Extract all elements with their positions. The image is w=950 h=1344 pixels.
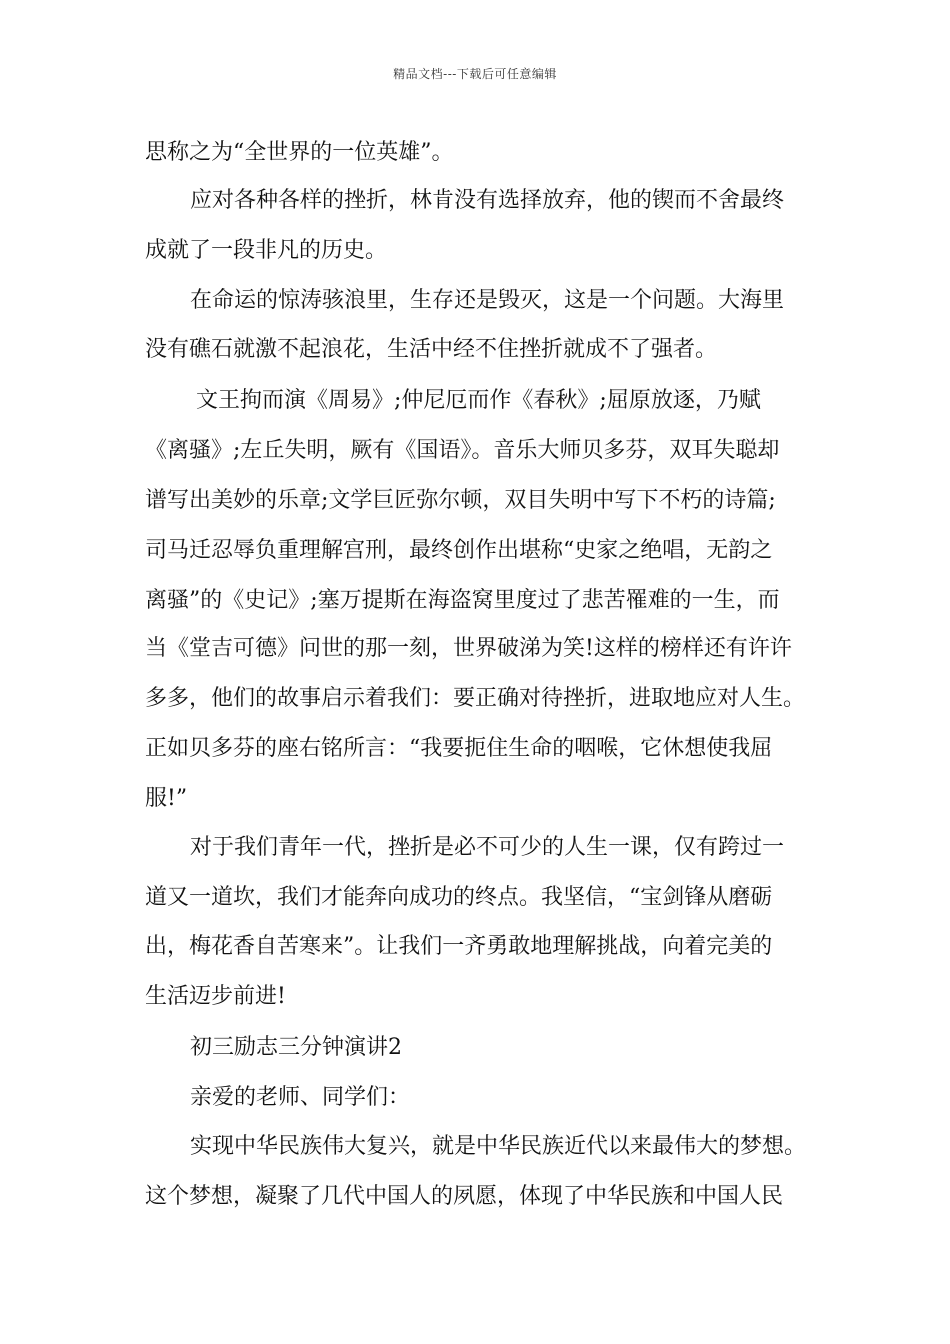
text-line: 实现中华民族伟大复兴，就是中华民族近代以来最伟大的梦想。 [190,1134,807,1159]
text-line: 道又一道坎，我们才能奔向成功的终点。我坚信，“宝剑锋从磨砺 [145,885,773,910]
salutation: 亲爱的老师、同学们： [190,1085,411,1110]
text-line: 司马迁忍辱负重理解宫刑，最终创作出堪称“史家之绝唱，无韵之 [145,538,773,563]
page-header: 精品文档---下载后可任意编辑 [393,67,557,81]
text-line: 谱写出美妙的乐章;文学巨匠弥尔顿，双目失明中写下不朽的诗篇; [145,488,776,513]
text-line: 离骚”的《史记》;塞万提斯在海盗窝里度过了悲苦罹难的一生，而 [145,588,780,613]
text-line: 多多，他们的故事启示着我们：要正确对待挫折，进取地应对人生。 [145,686,806,711]
text-line: 成就了一段非凡的历史。 [145,238,388,263]
text-line: 服!” [145,786,188,811]
text-line: 应对各种各样的挫折，林肯没有选择放弃，他的锲而不舍最终 [190,188,785,213]
text-line: 当《堂吉可德》问世的那一刻，世界破涕为笑!这样的榜样还有许许 [145,636,792,661]
text-line: 文王拘而演《周易》;仲尼厄而作《春秋》;屈原放逐，乃赋 [196,388,761,413]
text-line: 正如贝多芬的座右铭所言：“我要扼住生命的咽喉，它休想使我屈 [145,736,773,761]
text-line: 生活迈步前进! [145,984,286,1009]
section-title: 初三励志三分钟演讲2 [190,1035,402,1060]
text-line: 对于我们青年一代，挫折是必不可少的人生一课，仅有跨过一 [190,835,785,860]
text-line: 《离骚》;左丘失明，厥有《国语》。音乐大师贝多芬，双耳失聪却 [145,438,780,463]
text-line: 这个梦想，凝聚了几代中国人的夙愿，体现了中华民族和中国人民 [145,1184,784,1209]
text-line: 在命运的惊涛骇浪里，生存还是毁灭，这是一个问题。大海里 [190,288,785,313]
text-line: 思称之为“全世界的一位英雄”。 [145,140,454,165]
text-line: 出，梅花香自苦寒来”。让我们一齐勇敢地理解挑战，向着完美的 [145,934,773,959]
text-line: 没有礁石就激不起浪花，生活中经不住挫折就成不了强者。 [145,337,718,362]
